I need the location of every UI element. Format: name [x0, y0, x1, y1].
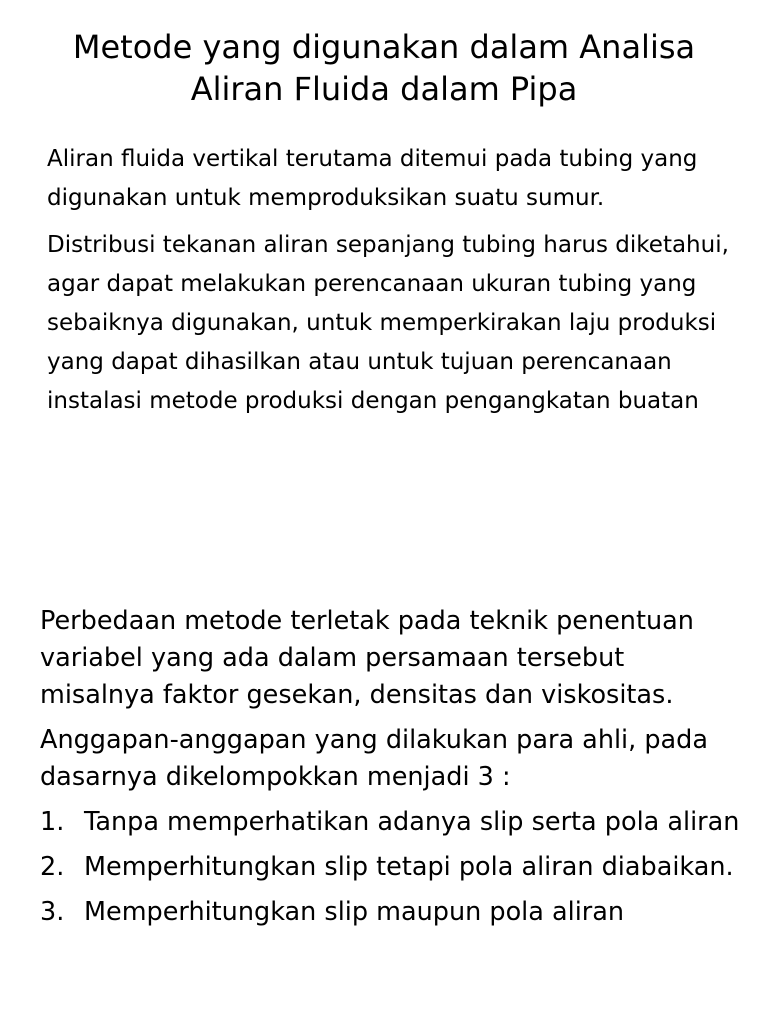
slide2-paragraph-1: Perbedaan metode terletak pada teknik penentuan variabel yang ada dalam persamaan tersebut misalnya faktor gesekan, densitas dan viskositas. [40, 606, 694, 710]
list-item-number: 2. [40, 852, 65, 882]
list-item-text: Tanpa memperhatikan adanya slip serta pola aliran [84, 807, 740, 837]
list-item-text: Memperhitungkan slip tetapi pola aliran diabaikan. [84, 852, 734, 882]
slide1-paragraph-2: Distribusi tekanan aliran sepanjang tubing harus diketahui, agar dapat melakukan perencanaan ukuran tubing yang sebaiknya digunakan, untuk memperkirakan laju produksi yang dapat dihasilkan atau untuk tujuan perencanaan instalasi metode produksi dengan pengangkatan buatan [47, 232, 729, 414]
list-item [40, 849, 740, 886]
slide2-paragraph-2: Anggapan-anggapan yang dilakukan para ahli, pada dasarnya dikelompokkan menjadi 3 : [40, 725, 708, 792]
slide1-paragraph-1: Aliran fluida vertikal terutama ditemui pada tubing yang digunakan untuk memproduksikan suatu sumur. [47, 146, 698, 211]
list-item-number: 3. [40, 897, 65, 927]
list-item-number: 1. [40, 807, 65, 837]
list-item [40, 804, 740, 841]
list-item [40, 894, 740, 931]
slide-title-line-2: Aliran Fluida dalam Pipa [190, 70, 578, 108]
slide1-body [47, 140, 747, 429]
list-item-text: Memperhitungkan slip maupun pola aliran [84, 897, 625, 927]
slide2-body [40, 603, 740, 939]
assumption-list [40, 804, 740, 931]
slide-title-line-1: Metode yang digunakan dalam Analisa [72, 28, 696, 66]
slide-title [20, 26, 748, 110]
